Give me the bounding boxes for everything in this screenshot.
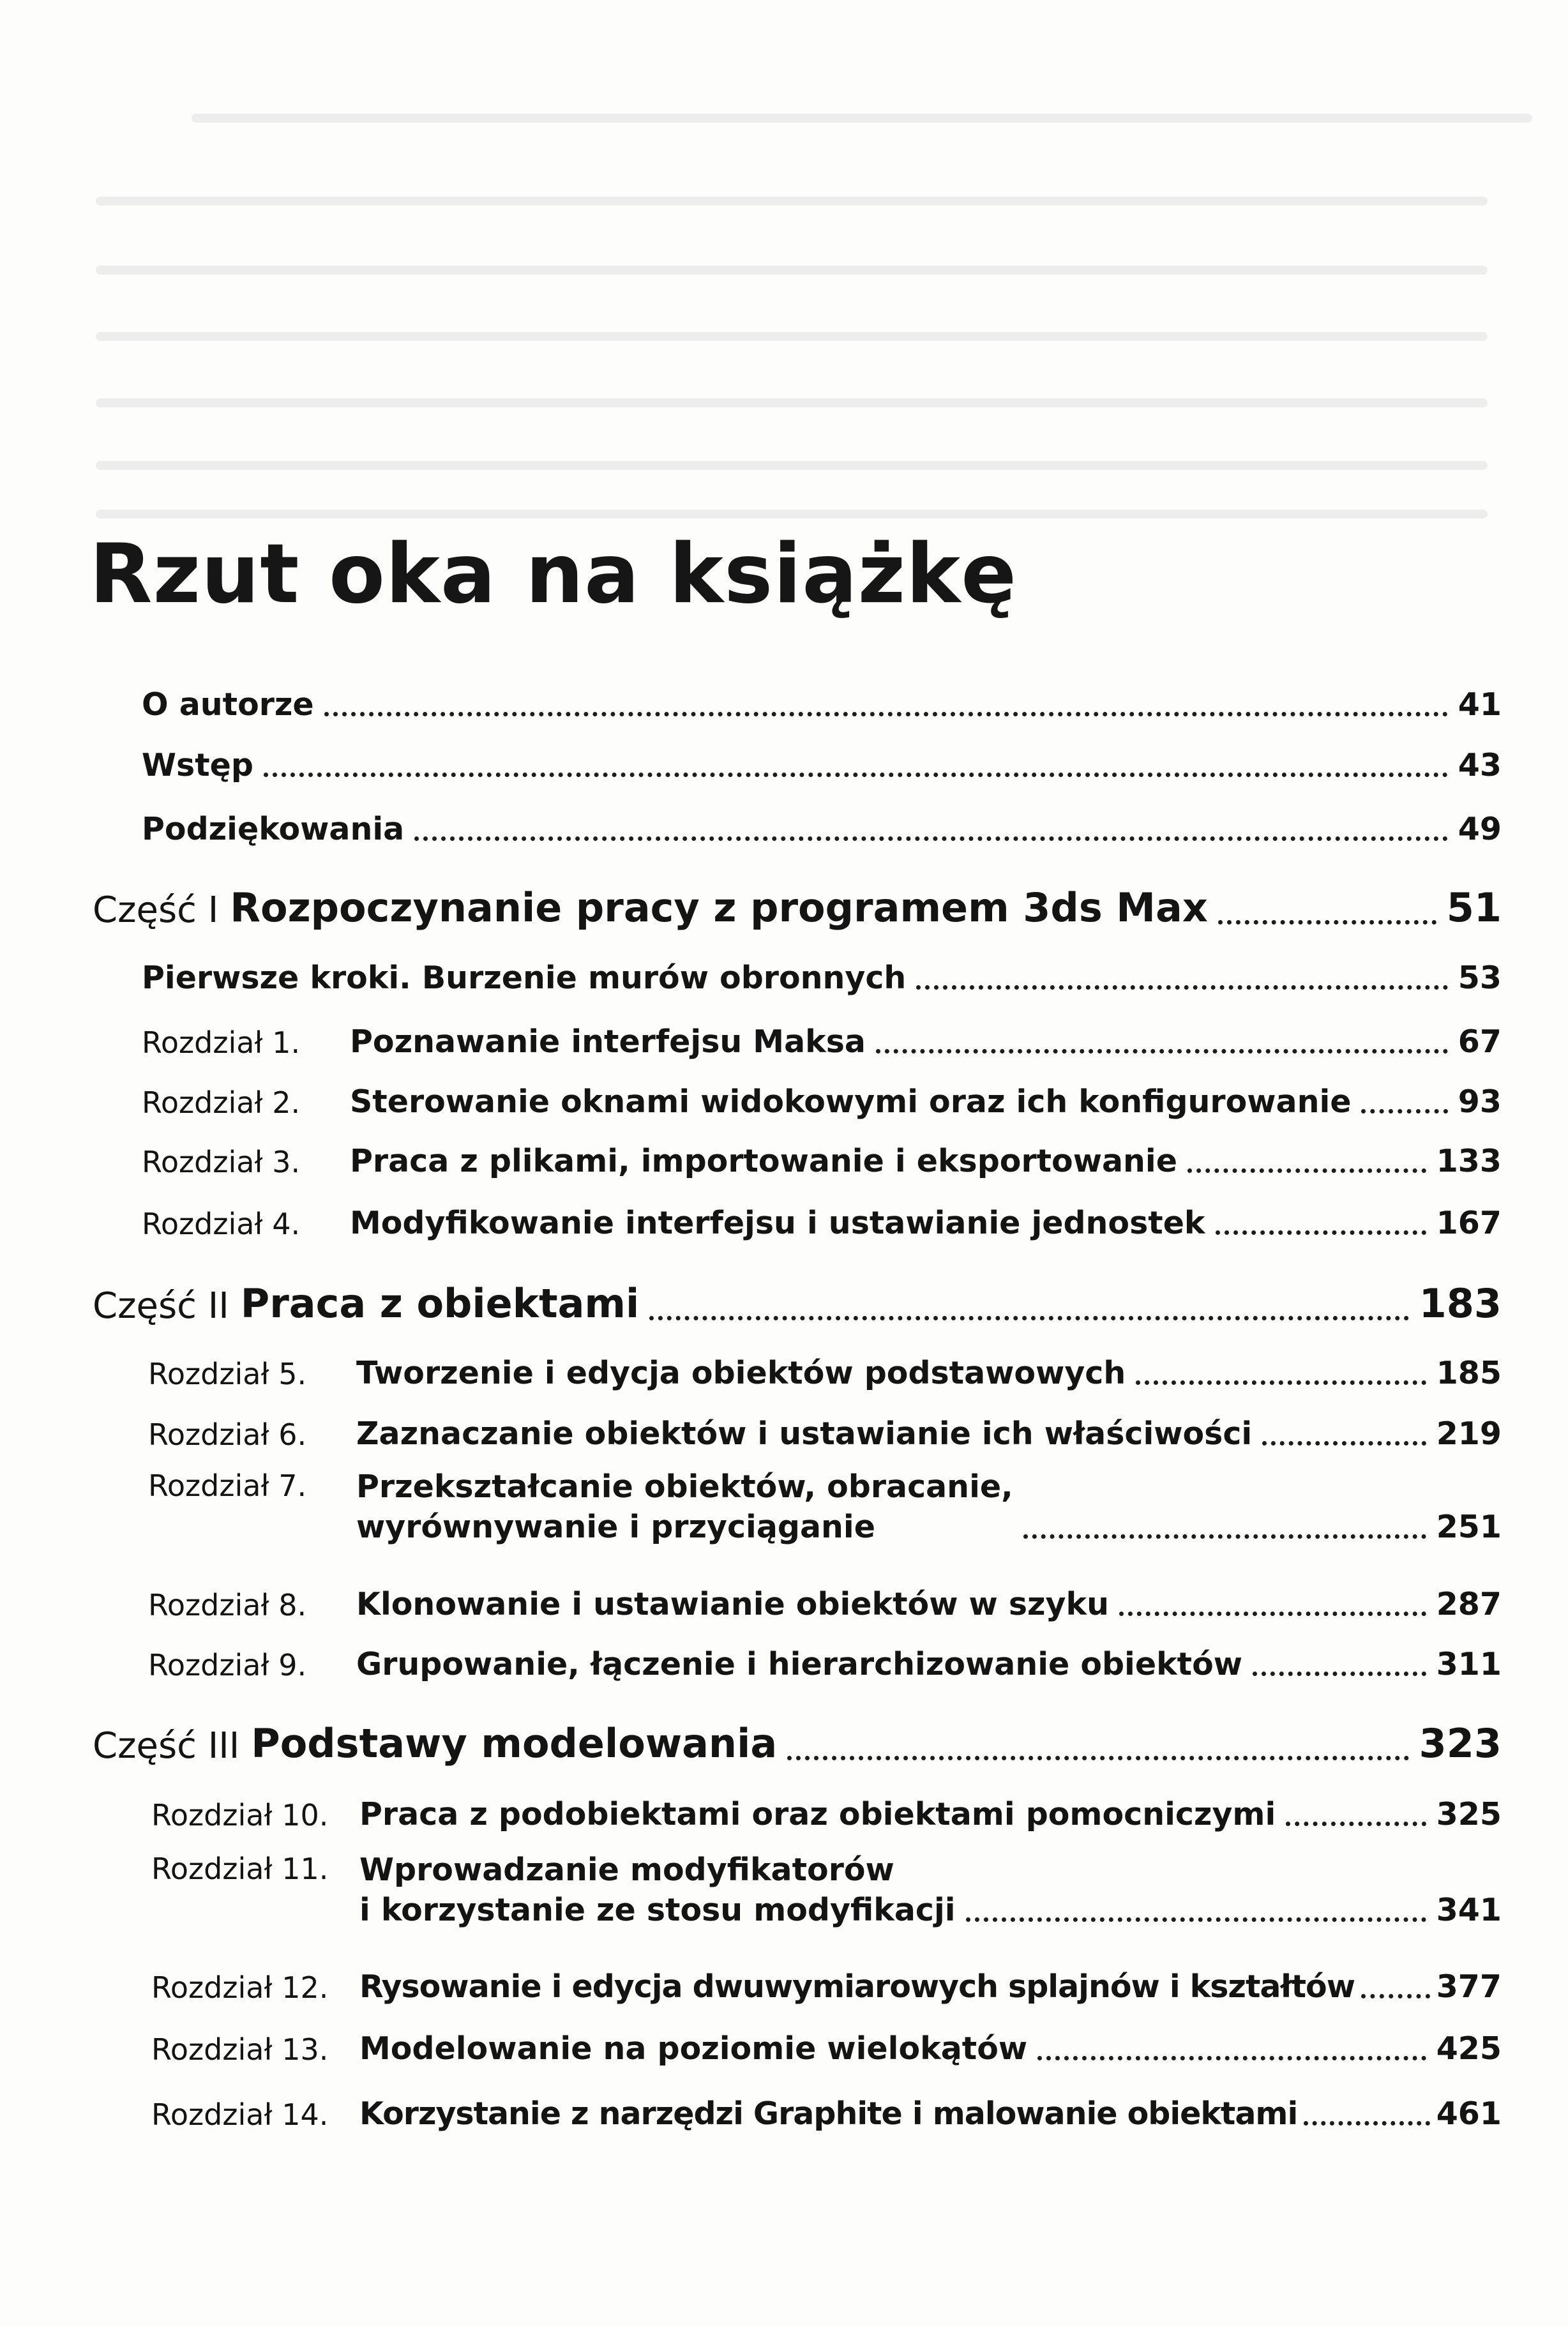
chapter-title: Rysowanie i edycja dwuwymiarowych splajnów i kształtów: [359, 1968, 1355, 2005]
chapter-label: Rozdział 4.: [142, 1207, 301, 1241]
chapter-title: Poznawanie interfejsu Maksa: [350, 1023, 866, 1060]
bleed-through-line: [192, 114, 1532, 123]
chapter-label: Rozdział 6.: [148, 1417, 307, 1452]
chapter-title: Zaznaczanie obiektów i ustawianie ich właściwości: [356, 1416, 1253, 1452]
page-number: 325: [1436, 1796, 1502, 1832]
part-label: Część I: [93, 889, 219, 931]
toc-chapter-5[interactable]: [148, 1355, 1502, 1391]
chapter-label: Rozdział 13.: [151, 2032, 329, 2067]
bleed-through-line: [96, 461, 1488, 470]
page-number: 49: [1458, 811, 1502, 847]
page-number: 461: [1436, 2096, 1502, 2132]
chapter-title-line1: Wprowadzanie modyfikatorów: [359, 1852, 894, 1888]
chapter-label: Rozdział 7.: [148, 1469, 307, 1503]
toc-chapter-11[interactable]: [151, 1852, 1502, 1928]
page-number: 287: [1436, 1586, 1502, 1622]
dot-leader: [1037, 2056, 1426, 2060]
dot-leader: [1304, 2121, 1429, 2126]
toc-chapter-1[interactable]: [142, 1023, 1502, 1060]
toc-chapter-6[interactable]: [148, 1416, 1502, 1452]
part-title: Rozpoczynanie pracy z programem 3ds Max: [230, 884, 1208, 931]
dot-leader: [787, 1756, 1408, 1760]
chapter-label: Rozdział 11.: [151, 1852, 329, 1886]
dot-leader: [966, 1917, 1426, 1922]
toc-chapter-13[interactable]: [151, 2030, 1502, 2067]
entry-title: Podziękowania: [142, 811, 405, 847]
part-label: Część III: [93, 1725, 240, 1767]
page-title: Rzut oka na książkę: [89, 527, 1017, 622]
chapter-title-line2: wyrównywanie i przyciąganie: [356, 1509, 875, 1545]
toc-part-3[interactable]: [93, 1720, 1502, 1767]
chapter-title: Sterowanie oknami widokowymi oraz ich konfigurowanie: [350, 1084, 1352, 1120]
page-number: 425: [1436, 2030, 1502, 2067]
page-number: 219: [1436, 1416, 1502, 1452]
page-number: 377: [1436, 1968, 1502, 2005]
entry-title: Pierwsze kroki. Burzenie murów obronnych: [142, 960, 907, 996]
dot-leader: [1187, 1168, 1426, 1173]
page-number: 167: [1436, 1205, 1502, 1241]
toc-chapter-2[interactable]: [142, 1084, 1502, 1120]
dot-leader: [1136, 1380, 1426, 1385]
toc-part-1[interactable]: [93, 884, 1502, 931]
dot-leader: [1361, 1994, 1430, 1998]
chapter-title: Praca z podobiektami oraz obiektami pomocniczymi: [359, 1796, 1276, 1832]
toc-entry-introduction[interactable]: [142, 747, 1502, 783]
toc-chapter-10[interactable]: [151, 1796, 1502, 1832]
page-number: 93: [1458, 1084, 1502, 1120]
toc-chapter-8[interactable]: [148, 1586, 1502, 1622]
chapter-label: Rozdział 12.: [151, 1970, 329, 2005]
toc-chapter-12[interactable]: [151, 1968, 1502, 2005]
dot-leader: [264, 773, 1448, 777]
toc-chapter-14[interactable]: [151, 2096, 1502, 2132]
dot-leader: [1253, 1672, 1426, 1676]
page-number: 323: [1419, 1720, 1502, 1767]
toc-part-2[interactable]: [93, 1280, 1502, 1327]
dot-leader: [916, 985, 1448, 990]
toc-entry-acknowledgements[interactable]: [142, 811, 1502, 847]
part-label: Część II: [93, 1285, 229, 1327]
bleed-through-line: [96, 266, 1488, 275]
dot-leader: [1361, 1109, 1447, 1114]
entry-title: Wstęp: [142, 747, 253, 783]
part-title: Podstawy modelowania: [251, 1720, 778, 1767]
chapter-label: Rozdział 3.: [142, 1145, 301, 1179]
dot-leader: [1216, 1230, 1426, 1235]
chapter-title-wrap: [359, 1852, 956, 1928]
chapter-label: Rozdział 8.: [148, 1588, 307, 1622]
page-number: 185: [1436, 1355, 1502, 1391]
page-number: 311: [1436, 1646, 1502, 1682]
chapter-title: Tworzenie i edycja obiektów podstawowych: [356, 1355, 1126, 1391]
chapter-title: Klonowanie i ustawianie obiektów w szyku: [356, 1586, 1109, 1622]
chapter-title: Korzystanie z narzędzi Graphite i malowanie obiektami: [359, 2096, 1298, 2132]
page-number: 341: [1436, 1892, 1502, 1928]
chapter-title-line2: i korzystanie ze stosu modyfikacji: [359, 1892, 956, 1928]
bleed-through-line: [96, 510, 1488, 518]
chapter-label: Rozdział 5.: [148, 1357, 307, 1391]
bleed-through-line: [96, 197, 1488, 206]
toc-entry-about-author[interactable]: [142, 686, 1502, 723]
chapter-label: Rozdział 10.: [151, 1798, 329, 1832]
toc-entry-first-steps[interactable]: [142, 960, 1502, 996]
dot-leader: [1119, 1612, 1426, 1616]
part-title: Praca z obiektami: [240, 1280, 640, 1327]
chapter-title: Grupowanie, łączenie i hierarchizowanie obiektów: [356, 1646, 1243, 1682]
dot-leader: [649, 1316, 1408, 1320]
chapter-title-wrap: [356, 1469, 1013, 1545]
dot-leader: [1218, 920, 1436, 925]
bleed-through-line: [96, 332, 1488, 341]
chapter-title-line1: Przekształcanie obiektów, obracanie,: [356, 1469, 1013, 1505]
dot-leader: [1262, 1441, 1426, 1446]
chapter-label: Rozdział 1.: [142, 1025, 301, 1060]
page-number: 251: [1436, 1509, 1502, 1545]
page-number: 133: [1436, 1143, 1502, 1179]
page-number: 43: [1458, 747, 1502, 783]
chapter-label: Rozdział 9.: [148, 1648, 307, 1682]
chapter-label: Rozdział 2.: [142, 1085, 301, 1120]
page-number: 183: [1419, 1280, 1502, 1327]
toc-chapter-9[interactable]: [148, 1646, 1502, 1682]
page-number: 53: [1458, 960, 1502, 996]
page-number: 51: [1446, 884, 1502, 931]
chapter-title: Praca z plikami, importowanie i eksportowanie: [350, 1143, 1177, 1179]
entry-title: O autorze: [142, 686, 314, 723]
page-number: 41: [1458, 686, 1502, 723]
toc-chapter-3[interactable]: [142, 1143, 1502, 1179]
toc-chapter-4[interactable]: [142, 1205, 1502, 1241]
toc-chapter-7[interactable]: [148, 1469, 1502, 1545]
dot-leader: [876, 1049, 1448, 1053]
chapter-title: Modelowanie na poziomie wielokątów: [359, 2030, 1028, 2067]
dot-leader: [1023, 1534, 1426, 1539]
dot-leader: [1286, 1822, 1426, 1826]
dot-leader: [324, 712, 1448, 716]
dot-leader: [414, 836, 1448, 841]
page-number: 67: [1458, 1023, 1502, 1060]
chapter-label: Rozdział 14.: [151, 2097, 329, 2132]
chapter-title: Modyfikowanie interfejsu i ustawianie jednostek: [350, 1205, 1205, 1241]
bleed-through-line: [96, 398, 1488, 407]
